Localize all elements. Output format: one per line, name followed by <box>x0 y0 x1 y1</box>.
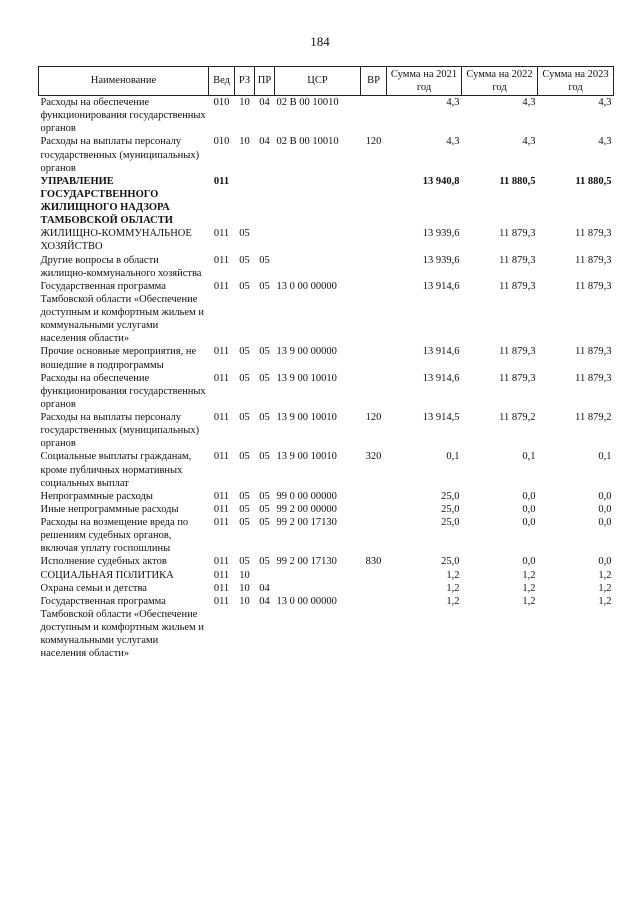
row-vr: 830 <box>365 556 382 568</box>
row-sum-2022: 11 879,3 <box>499 280 536 292</box>
row-pr: 05 <box>259 280 270 292</box>
row-pr: 05 <box>259 556 270 568</box>
row-csr: 13 9 00 10010 <box>276 372 337 384</box>
table-row <box>39 372 614 411</box>
row-ved: 011 <box>213 503 230 515</box>
row-csr: 02 В 00 10010 <box>276 136 339 148</box>
row-csr <box>275 582 361 595</box>
row-csr: 13 9 00 00000 <box>276 346 337 358</box>
row-sum-2021: 0,1 <box>446 451 460 463</box>
row-pr: 05 <box>259 254 270 266</box>
row-rz: 05 <box>239 254 250 266</box>
row-ved: 011 <box>213 517 230 528</box>
row-ved: 011 <box>213 254 230 266</box>
row-csr: 99 0 00 00000 <box>276 490 337 502</box>
table-row <box>39 595 614 661</box>
row-sum-2022: 11 879,3 <box>499 372 536 384</box>
row-rz: 05 <box>239 503 250 515</box>
row-rz: 05 <box>239 372 250 384</box>
row-pr: 05 <box>259 372 270 384</box>
row-sum-2022: 4,3 <box>522 97 536 108</box>
row-ved: 011 <box>213 556 230 568</box>
row-pr: 05 <box>259 490 270 502</box>
row-rz: 10 <box>239 582 250 594</box>
row-vr <box>361 280 387 346</box>
row-sum-2023: 0,0 <box>598 490 612 502</box>
row-pr: 04 <box>259 136 270 148</box>
header-pr: ПР <box>255 67 275 96</box>
row-sum-2021: 25,0 <box>441 503 460 515</box>
row-sum-2023: 11 879,3 <box>575 280 612 292</box>
row-rz: 05 <box>239 490 250 502</box>
row-ved: 010 <box>213 97 230 108</box>
row-sum-2023: 0,0 <box>598 517 612 528</box>
header-csr: ЦСР <box>275 67 361 96</box>
row-vr <box>361 96 387 136</box>
row-ved: 011 <box>213 346 230 358</box>
row-sum-2021: 1,2 <box>446 582 460 594</box>
row-rz <box>235 175 255 228</box>
row-sum-2021: 13 914,5 <box>422 412 460 423</box>
row-pr: 05 <box>259 451 270 463</box>
row-sum-2023: 0,0 <box>598 503 612 515</box>
row-vr: 120 <box>365 412 382 423</box>
row-pr: 05 <box>259 503 270 515</box>
row-vr <box>361 372 387 411</box>
row-rz: 10 <box>239 595 250 607</box>
row-pr <box>255 227 275 253</box>
row-rz: 10 <box>239 569 250 581</box>
row-sum-2022: 0,0 <box>522 517 536 528</box>
row-sum-2021: 13 940,8 <box>422 175 460 187</box>
row-name: Расходы на выплаты персоналу государственных (муниципальных) органов <box>40 136 200 174</box>
table-row <box>39 516 614 555</box>
budget-table <box>38 66 614 660</box>
row-rz: 05 <box>239 280 250 292</box>
row-name: Расходы на обеспечение функционирования государственных органов <box>40 372 206 410</box>
row-ved: 011 <box>213 372 230 384</box>
table-row <box>39 503 614 516</box>
row-name: Прочие основные мероприятия, не вошедшие в подпрограммы <box>40 346 197 371</box>
row-rz: 05 <box>239 451 250 463</box>
row-vr <box>361 490 387 503</box>
row-sum-2021: 13 914,6 <box>422 280 460 292</box>
row-vr <box>361 569 387 582</box>
row-rz: 05 <box>239 228 250 240</box>
row-sum-2021: 25,0 <box>441 556 460 568</box>
row-name: Непрограммные расходы <box>40 490 153 502</box>
row-ved: 011 <box>213 490 230 502</box>
row-sum-2023: 1,2 <box>598 595 612 607</box>
row-pr: 05 <box>259 346 270 358</box>
row-pr: 04 <box>259 97 270 108</box>
row-ved: 011 <box>213 412 230 423</box>
row-sum-2022: 0,1 <box>522 451 536 463</box>
row-name: Иные непрограммные расходы <box>40 503 179 515</box>
row-vr <box>361 254 387 280</box>
table-header <box>39 67 614 96</box>
row-rz: 05 <box>239 556 250 568</box>
row-name: Социальные выплаты гражданам, кроме публичных нормативных социальных выплат <box>40 451 192 489</box>
table-row <box>39 280 614 346</box>
row-sum-2022: 11 880,5 <box>499 175 536 187</box>
row-sum-2023: 11 880,5 <box>575 175 612 187</box>
page-number: 184 <box>310 34 330 49</box>
row-ved: 011 <box>213 569 230 581</box>
table-row <box>39 175 614 228</box>
row-pr: 04 <box>259 595 270 607</box>
row-sum-2022: 11 879,3 <box>499 228 536 240</box>
row-sum-2023: 1,2 <box>598 582 612 594</box>
row-ved: 010 <box>213 136 230 148</box>
row-pr: 05 <box>259 412 270 423</box>
row-name: Другие вопросы в области жилищно-коммунального хозяйства <box>40 254 202 279</box>
row-sum-2022: 11 879,3 <box>499 346 536 358</box>
row-name: Расходы на возмещение вреда по решениям судебных органов, включая уплату госпошлины <box>40 517 189 555</box>
row-vr <box>361 503 387 516</box>
row-name: Государственная программа Тамбовской области «Обеспечение доступным и комфортным жильем и коммунальными услугами населения области» <box>40 280 204 345</box>
row-name: ЖИЛИЩНО-КОММУНАЛЬНОЕ ХОЗЯЙСТВО <box>40 228 192 253</box>
table-row <box>39 569 614 582</box>
row-sum-2021: 4,3 <box>446 136 460 148</box>
row-name: Расходы на выплаты персоналу государственных (муниципальных) органов <box>40 412 200 450</box>
row-sum-2023: 4,3 <box>598 97 612 108</box>
header-vr: ВР <box>361 67 387 96</box>
row-sum-2021: 13 939,6 <box>422 254 460 266</box>
header-sum-2021: Сумма на 2021 год <box>387 67 462 96</box>
row-csr <box>275 175 361 228</box>
row-pr: 04 <box>259 582 270 594</box>
row-rz: 05 <box>239 412 250 423</box>
row-rz: 10 <box>239 136 250 148</box>
row-sum-2022: 1,2 <box>522 569 536 581</box>
row-sum-2023: 4,3 <box>598 136 612 148</box>
row-name: СОЦИАЛЬНАЯ ПОЛИТИКА <box>40 569 174 581</box>
row-sum-2022: 4,3 <box>522 136 536 148</box>
header-ved: Вед <box>209 67 235 96</box>
row-ved: 011 <box>213 451 230 463</box>
row-sum-2021: 4,3 <box>446 97 460 108</box>
table-row <box>39 555 614 568</box>
row-name: Государственная программа Тамбовской области «Обеспечение доступным и комфортным жильем и коммунальными услугами населения области» <box>40 595 204 660</box>
row-sum-2021: 1,2 <box>446 569 460 581</box>
row-vr <box>361 595 387 661</box>
row-sum-2023: 11 879,2 <box>575 412 612 423</box>
row-name: Расходы на обеспечение функционирования государственных органов <box>40 97 206 135</box>
row-name: Охрана семьи и детства <box>40 582 147 594</box>
row-sum-2021: 25,0 <box>441 490 460 502</box>
row-sum-2023: 11 879,3 <box>575 228 612 240</box>
row-sum-2023: 1,2 <box>598 569 612 581</box>
row-sum-2023: 0,1 <box>598 451 612 463</box>
row-sum-2022: 1,2 <box>522 595 536 607</box>
row-pr <box>255 175 275 228</box>
row-pr <box>255 569 275 582</box>
header-name: Наименование <box>39 67 209 96</box>
row-vr <box>361 345 387 371</box>
row-csr <box>275 254 361 280</box>
row-rz: 05 <box>239 517 250 528</box>
table-row <box>39 254 614 280</box>
header-sum-2022: Сумма на 2022 год <box>462 67 538 96</box>
row-pr: 05 <box>259 517 270 528</box>
row-rz: 10 <box>239 97 250 108</box>
row-ved: 011 <box>213 582 230 594</box>
table-row <box>39 490 614 503</box>
row-sum-2023: 11 879,3 <box>575 372 612 384</box>
row-name: Исполнение судебных актов <box>40 556 167 568</box>
row-sum-2023: 0,0 <box>598 556 612 568</box>
header-sum-2023: Сумма на 2023 год <box>538 67 614 96</box>
row-ved: 011 <box>213 175 230 187</box>
row-vr <box>361 175 387 228</box>
row-sum-2023: 11 879,3 <box>575 346 612 358</box>
row-sum-2022: 0,0 <box>522 556 536 568</box>
row-sum-2023: 11 879,3 <box>575 254 612 266</box>
row-sum-2021: 25,0 <box>441 517 460 528</box>
row-sum-2021: 13 914,6 <box>422 346 460 358</box>
row-sum-2021: 13 914,6 <box>422 372 460 384</box>
row-ved: 011 <box>213 280 230 292</box>
table-row <box>39 582 614 595</box>
row-rz: 05 <box>239 346 250 358</box>
row-name: УПРАВЛЕНИЕ ГОСУДАРСТВЕННОГО ЖИЛИЩНОГО НАДЗОРА ТАМБОВСКОЙ ОБЛАСТИ <box>40 175 173 227</box>
row-csr: 02 В 00 10010 <box>276 97 339 108</box>
row-ved: 011 <box>213 595 230 607</box>
row-sum-2022: 1,2 <box>522 582 536 594</box>
table-row <box>39 411 614 450</box>
header-rz: РЗ <box>235 67 255 96</box>
row-vr <box>361 516 387 555</box>
row-csr: 13 9 00 10010 <box>276 412 337 423</box>
row-vr <box>361 582 387 595</box>
row-vr: 120 <box>365 136 382 148</box>
table-row <box>39 227 614 253</box>
row-csr: 13 0 00 00000 <box>276 280 337 292</box>
row-sum-2022: 11 879,3 <box>499 254 536 266</box>
row-vr: 320 <box>365 451 382 463</box>
row-csr <box>275 569 361 582</box>
row-vr <box>361 227 387 253</box>
row-sum-2022: 11 879,2 <box>499 412 536 423</box>
row-sum-2022: 0,0 <box>522 503 536 515</box>
row-csr: 13 9 00 10010 <box>276 451 337 463</box>
row-sum-2021: 1,2 <box>446 595 460 607</box>
table-row <box>39 345 614 371</box>
row-sum-2022: 0,0 <box>522 490 536 502</box>
table-row <box>39 450 614 489</box>
row-ved: 011 <box>213 228 230 240</box>
row-csr <box>275 227 361 253</box>
row-csr: 13 0 00 00000 <box>276 595 337 607</box>
row-csr: 99 2 00 17130 <box>276 556 337 568</box>
table-body <box>39 96 614 661</box>
row-csr: 99 2 00 00000 <box>276 503 337 515</box>
row-sum-2021: 13 939,6 <box>422 228 460 240</box>
table-row <box>39 135 614 174</box>
row-csr: 99 2 00 17130 <box>276 517 337 528</box>
table-row <box>39 96 614 136</box>
